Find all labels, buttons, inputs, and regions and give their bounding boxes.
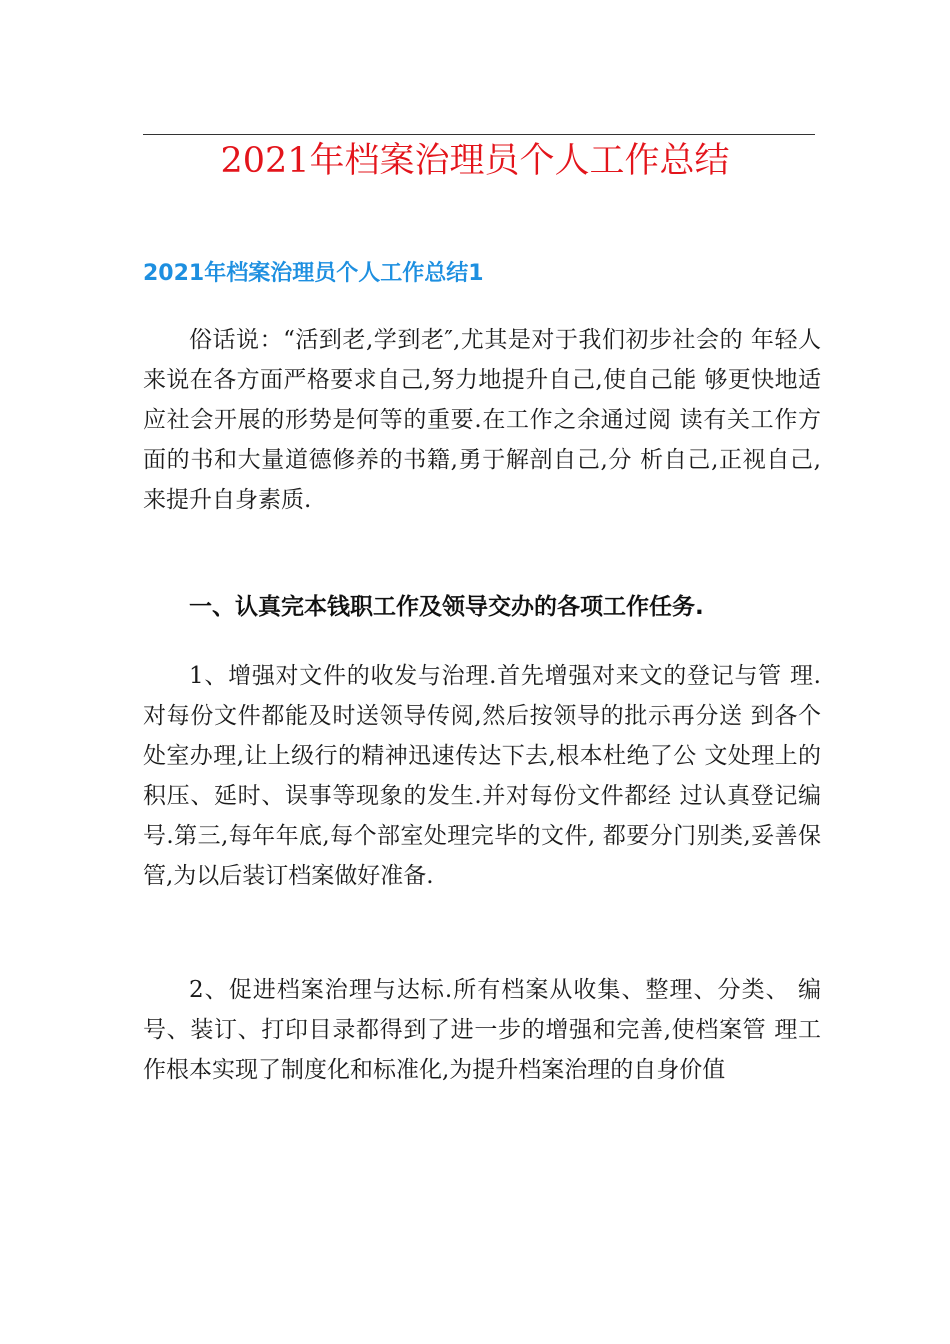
document-title: 2021年档案治理员个人工作总结 [220,141,730,181]
paragraph-intro: 俗话说：“活到老,学到老″,尤其是对于我们初步社会的 年轻人来说在各方面严格要求自己,努力地提升自己,使自己能 够更快地适应社会开展的形势是何等的重要.在工作之余通过阅 读有关工作方面的书和大量道德修养的书籍,勇于解剖自己,分 析自己,正视自己,来提升自身素质. [143,327,821,513]
section-heading: 2021年档案治理员个人工作总结1 [143,261,484,286]
paragraph-document-handling: 1、增强对文件的收发与治理.首先增强对来文的登记与管 理.对每份文件都能及时送领导传阅,然后按领导的批示再分送 到各个处室办理,让上级行的精神迅速传达下去,根本杜绝了公 文处理上的积压、延时、误事等现象的发生.并对每份文件都经 过认真登记编号.第三,每年年底,每个部室处理完毕的文件, 都要分门别类,妥善保管,为以后装订档案做好准备. [143,663,821,889]
subheading-tasks: 一、认真完本钱职工作及领导交办的各项工作任务. [189,594,704,620]
top-rule-divider [143,134,815,135]
paragraph-archive-management: 2、促进档案治理与达标.所有档案从收集、整理、分类、 编号、装订、打印目录都得到了进一步的增强和完善,使档案管 理工作根本实现了制度化和标准化,为提升档案治理的自身价值 [143,977,821,1083]
